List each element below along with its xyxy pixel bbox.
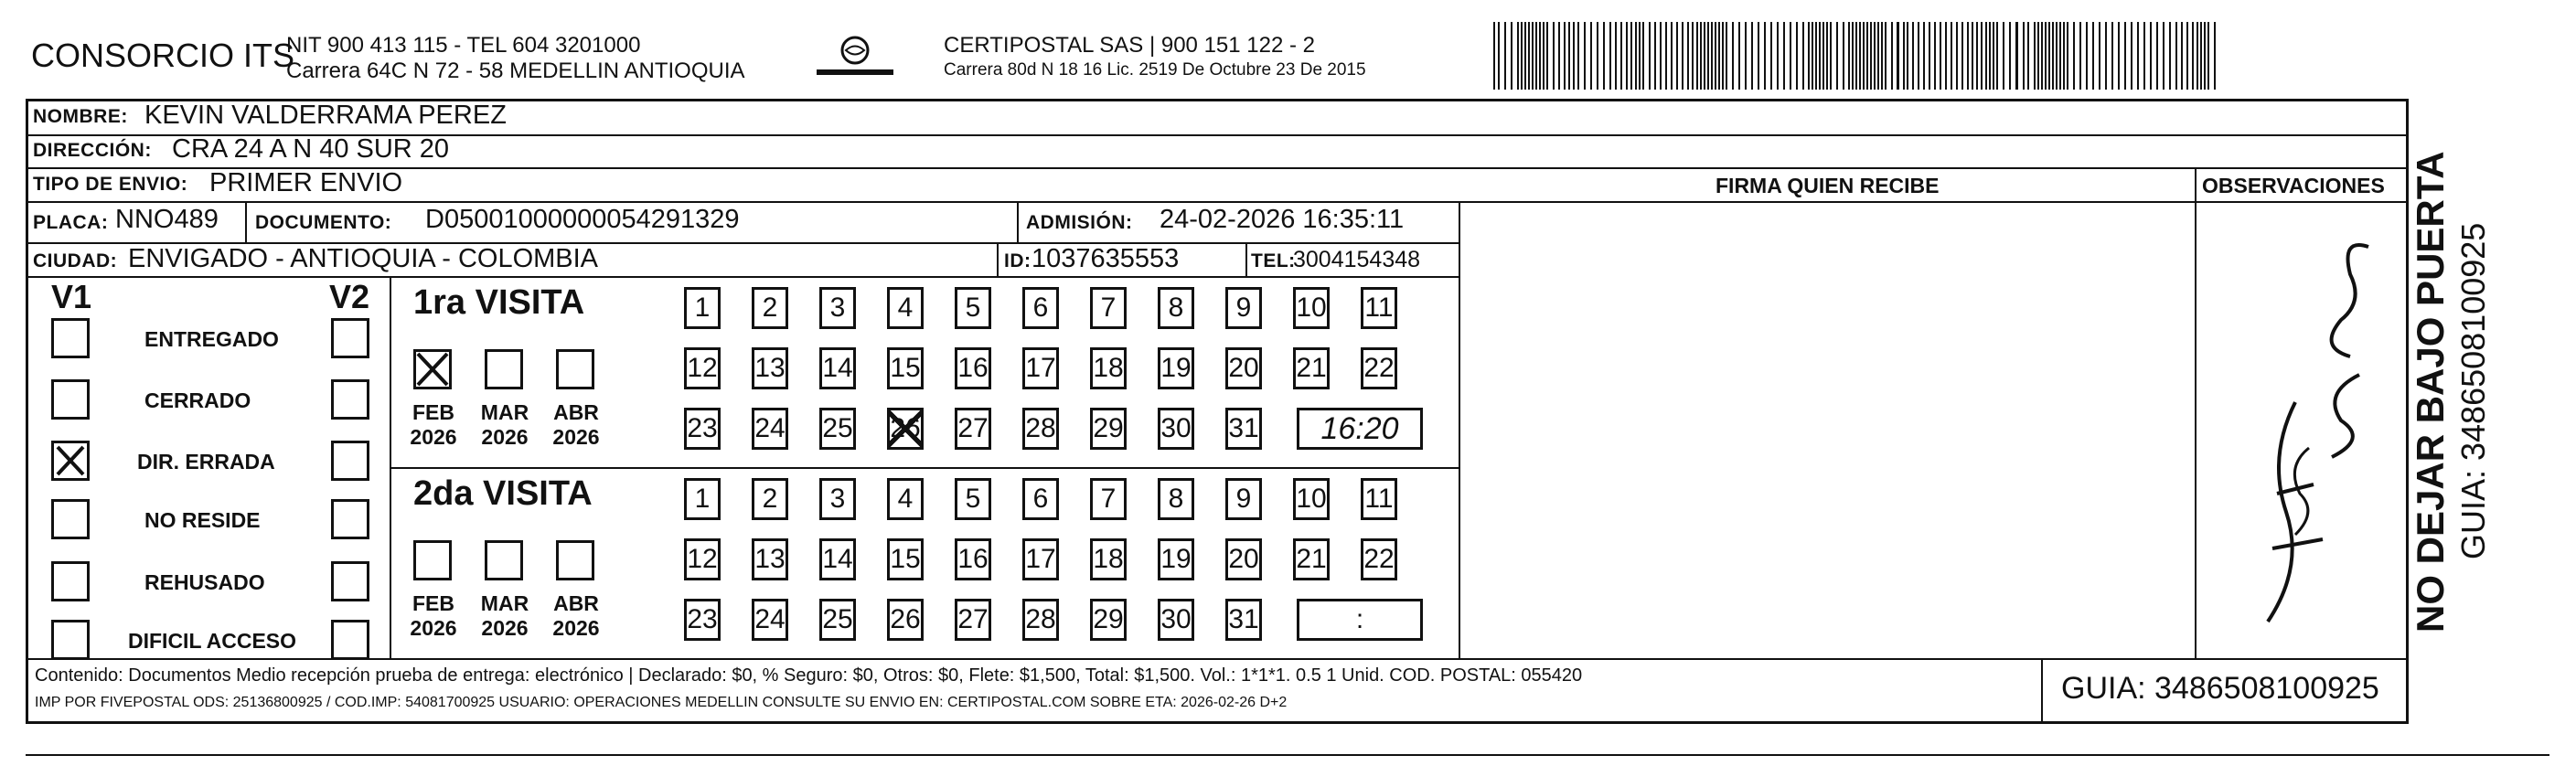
month-name: FEB (412, 400, 454, 424)
status-label: REHUSADO (144, 570, 265, 594)
barcode-bar (2181, 22, 2183, 90)
barcode-bar (1819, 22, 1821, 90)
barcode-bar (1758, 22, 1759, 90)
barcode-bar (1564, 22, 1566, 90)
documento-label: DOCUMENTO: (255, 212, 392, 233)
barcode-bar (1609, 22, 1611, 90)
company-name: CONSORCIO ITS (31, 37, 295, 74)
barcode-bar (1620, 22, 1622, 90)
barcode-bar (1543, 22, 1545, 90)
barcode (1493, 22, 2225, 90)
day-box[interactable]: 13 (752, 347, 788, 389)
day-box[interactable]: 21 (1293, 538, 1330, 580)
firma-label: FIRMA QUIEN RECIBE (1716, 174, 1940, 197)
month-label (477, 400, 532, 450)
status-label: NO RESIDE (144, 508, 261, 532)
barcode-bar (1907, 22, 1908, 90)
barcode-bar (1738, 22, 1740, 90)
company-nit: NIT 900 413 115 - TEL 604 3201000 (286, 33, 641, 58)
barcode-bar (2086, 22, 2088, 90)
month-year: 2026 (552, 425, 600, 449)
barcode-bar (1568, 22, 1570, 90)
barcode-bar (1660, 22, 1662, 90)
tel-label: TEL: (1251, 250, 1296, 271)
barcode-bar (1891, 22, 1893, 90)
recipient-signature (2231, 219, 2396, 658)
month-checkbox[interactable] (485, 540, 523, 580)
barcode-bar (1535, 22, 1537, 90)
barcode-bar (2037, 22, 2039, 90)
barcode-bar (1539, 22, 1541, 90)
day-box[interactable]: 7 (1090, 287, 1127, 329)
month-year: 2026 (552, 616, 600, 640)
day-box[interactable]: 16 (955, 538, 991, 580)
day-box[interactable]: 15 (887, 347, 924, 389)
month-name: MAR (480, 400, 529, 424)
barcode-bar (1830, 22, 1832, 90)
barcode-bar (2067, 22, 2068, 90)
barcode-bar (1852, 22, 1854, 90)
day-box[interactable]: 27 (955, 599, 991, 641)
day-box[interactable]: 26 (887, 599, 924, 641)
barcode-bar (1751, 22, 1753, 90)
barcode-bar (1881, 22, 1883, 90)
barcode-bar (1877, 22, 1879, 90)
barcode-bar (1590, 22, 1592, 90)
barcode-bar (1985, 22, 1987, 90)
v2-checkbox[interactable] (331, 620, 369, 660)
barcode-bar (1796, 22, 1798, 90)
month-year: 2026 (481, 425, 529, 449)
barcode-bar (1558, 22, 1560, 90)
barcode-bar (1642, 22, 1644, 90)
day-box[interactable]: 4 (887, 478, 924, 520)
barcode-bar (1923, 22, 1925, 90)
month-year: 2026 (481, 616, 529, 640)
day-box[interactable]: 1 (684, 287, 721, 329)
barcode-bar (1790, 22, 1791, 90)
day-box[interactable]: 11 (1361, 478, 1397, 520)
day-box[interactable]: 2 (752, 478, 788, 520)
day-box[interactable]: 25 (819, 408, 856, 450)
id-label: ID: (1004, 250, 1031, 271)
day-box[interactable]: 17 (1022, 347, 1059, 389)
barcode-bar (1687, 22, 1689, 90)
barcode-bar (1553, 22, 1555, 90)
tel-value: 3004154348 (1293, 247, 1421, 272)
day-box[interactable]: 3 (819, 478, 856, 520)
barcode-bar (2009, 22, 2011, 90)
day-box[interactable]: 22 (1361, 347, 1397, 389)
day-box[interactable]: 6 (1022, 287, 1059, 329)
v1-checkbox[interactable] (51, 379, 90, 420)
status-label: ENTREGADO (144, 327, 279, 351)
barcode-bar (1546, 22, 1548, 90)
day-box[interactable]: 18 (1090, 347, 1127, 389)
barcode-bar (1704, 22, 1705, 90)
footer-guia: GUIA: 3486508100925 (2061, 671, 2379, 706)
placa-value: NNO489 (115, 205, 219, 234)
day-box[interactable]: 9 (1225, 478, 1262, 520)
barcode-bar (2163, 22, 2164, 90)
day-box[interactable]: 16 (955, 347, 991, 389)
no-dejar-bajo-puerta: NO DEJAR BAJO PUERTA (2409, 151, 2452, 633)
barcode-bar (1870, 22, 1872, 90)
barcode-bar (1521, 22, 1523, 90)
barcode-bar (1918, 22, 1919, 90)
day-box[interactable]: 29 (1090, 599, 1127, 641)
barcode-bar (1722, 22, 1724, 90)
barcode-bar (2111, 22, 2113, 90)
barcode-bar (2124, 22, 2126, 90)
barcode-bar (1573, 22, 1575, 90)
v2-checkbox[interactable] (331, 499, 369, 539)
direccion-label: DIRECCIÓN: (33, 140, 152, 161)
barcode-bar (2045, 22, 2047, 90)
month-label (477, 591, 532, 641)
barcode-bar (2137, 22, 2139, 90)
company-address: Carrera 64C N 72 - 58 MEDELLIN ANTIOQUIA (286, 59, 745, 83)
barcode-bar (1764, 22, 1766, 90)
v2-checkbox[interactable] (331, 561, 369, 601)
barcode-bar (1718, 22, 1720, 90)
barcode-bar (2175, 22, 2177, 90)
day-box[interactable]: 19 (1158, 347, 1194, 389)
barcode-bar (1855, 22, 1857, 90)
barcode-bar (1912, 22, 1914, 90)
barcode-bar (1770, 22, 1772, 90)
barcode-bar (1981, 22, 1983, 90)
barcode-bar (1808, 22, 1810, 90)
day-box[interactable]: 25 (819, 599, 856, 641)
day-box[interactable]: 31 (1225, 599, 1262, 641)
barcode-bar (2131, 22, 2132, 90)
visit-title: 2da VISITA (413, 474, 593, 513)
barcode-bar (2023, 22, 2025, 90)
barcode-bar (1654, 22, 1656, 90)
barcode-bar (1848, 22, 1850, 90)
barcode-bar (2186, 22, 2188, 90)
visit-title: 1ra VISITA (413, 283, 585, 322)
month-checkbox[interactable] (413, 540, 452, 580)
observaciones-label: OBSERVACIONES (2202, 174, 2385, 197)
barcode-bar (1732, 22, 1734, 90)
day-box[interactable]: 9 (1225, 287, 1262, 329)
barcode-bar (1940, 22, 1941, 90)
barcode-bar (2169, 22, 2171, 90)
time-box[interactable]: : (1297, 599, 1423, 641)
day-box[interactable]: 28 (1022, 599, 1059, 641)
barcode-bar (2150, 22, 2152, 90)
barcode-bar (1676, 22, 1678, 90)
barcode-bar (1639, 22, 1641, 90)
barcode-bar (2105, 22, 2107, 90)
v1-label: V1 (51, 278, 92, 315)
barcode-bar (1812, 22, 1813, 90)
month-checkbox[interactable] (556, 349, 594, 389)
month-checkbox[interactable] (413, 349, 452, 389)
barcode-bar (1897, 22, 1899, 90)
barcode-bar (1584, 22, 1586, 90)
footer-contenido: Contenido: Documentos Medio recepción prueba de entrega: electrónico | Declarado: $0, % Seguro: $0, Otros: $0, Flete: $1,500, Total: $1,500. Vol.: 1*1*1. 0.5 1 Unid. COD. POSTAL: 055420 (35, 665, 1583, 686)
day-box[interactable]: 5 (955, 478, 991, 520)
barcode-bar (2092, 22, 2094, 90)
barcode-bar (2118, 22, 2120, 90)
day-box[interactable]: 29 (1090, 408, 1127, 450)
barcode-bar (1707, 22, 1709, 90)
ciudad-value: ENVIGADO - ANTIOQUIA - COLOMBIA (128, 244, 599, 273)
barcode-bar (1859, 22, 1861, 90)
barcode-bar (1626, 22, 1628, 90)
barcode-bar (1671, 22, 1673, 90)
license-info: Carrera 80d N 18 16 Lic. 2519 De Octubre 23 De 2015 (944, 60, 1366, 80)
status-label: CERRADO (144, 388, 251, 412)
barcode-bar (1777, 22, 1779, 90)
barcode-bar (1802, 22, 1804, 90)
day-box[interactable]: 18 (1090, 538, 1127, 580)
day-box[interactable]: 7 (1090, 478, 1127, 520)
barcode-bar (1934, 22, 1936, 90)
barcode-bar (2192, 22, 2194, 90)
day-box[interactable]: 22 (1361, 538, 1397, 580)
barcode-bar (1726, 22, 1727, 90)
day-box[interactable]: 30 (1158, 408, 1194, 450)
barcode-bar (1956, 22, 1958, 90)
barcode-bar (2052, 22, 2054, 90)
barcode-bar (1665, 22, 1667, 90)
day-box[interactable]: 2 (752, 287, 788, 329)
barcode-bar (1517, 22, 1519, 90)
v1-checkbox[interactable] (51, 318, 90, 358)
barcode-bar (2197, 22, 2198, 90)
barcode-bar (1836, 22, 1838, 90)
day-box[interactable]: 14 (819, 347, 856, 389)
barcode-bar (2048, 22, 2050, 90)
day-box[interactable]: 14 (819, 538, 856, 580)
barcode-bar (1826, 22, 1828, 90)
barcode-bar (1945, 22, 1947, 90)
day-box[interactable]: 1 (684, 478, 721, 520)
day-box[interactable]: 24 (752, 599, 788, 641)
barcode-bar (2063, 22, 2065, 90)
day-box[interactable]: 15 (887, 538, 924, 580)
barcode-bar (1711, 22, 1713, 90)
day-box[interactable]: 23 (684, 408, 721, 450)
barcode-bar (1866, 22, 1868, 90)
barcode-bar (1961, 22, 1963, 90)
day-box[interactable]: 26 (887, 408, 924, 450)
barcode-bar (1929, 22, 1930, 90)
month-label (406, 591, 461, 641)
day-box[interactable]: 20 (1225, 347, 1262, 389)
tipo-envio-label: TIPO DE ENVIO: (33, 174, 188, 195)
day-box[interactable]: 24 (752, 408, 788, 450)
barcode-bar (1863, 22, 1865, 90)
day-box[interactable]: 11 (1361, 287, 1397, 329)
barcode-bar (1682, 22, 1683, 90)
v2-checkbox[interactable] (331, 318, 369, 358)
barcode-bar (1696, 22, 1698, 90)
month-checkbox[interactable] (556, 540, 594, 580)
day-box[interactable]: 31 (1225, 408, 1262, 450)
ciudad-label: CIUDAD: (33, 250, 118, 271)
month-year: 2026 (410, 616, 457, 640)
day-box[interactable]: 21 (1293, 347, 1330, 389)
month-checkbox[interactable] (485, 349, 523, 389)
barcode-bar (1715, 22, 1716, 90)
day-box[interactable]: 12 (684, 538, 721, 580)
day-box[interactable]: 17 (1022, 538, 1059, 580)
barcode-bar (1903, 22, 1905, 90)
day-box[interactable]: 13 (752, 538, 788, 580)
month-label (406, 400, 461, 450)
barcode-bar (1524, 22, 1526, 90)
day-box[interactable]: 28 (1022, 408, 1059, 450)
barcode-bar (2027, 22, 2029, 90)
barcode-bar (1885, 22, 1887, 90)
barcode-bar (1603, 22, 1605, 90)
barcode-bar (2041, 22, 2043, 90)
barcode-bar (2059, 22, 2061, 90)
status-label: DIR. ERRADA (137, 450, 275, 473)
footer-imp: IMP POR FIVEPOSTAL ODS: 25136800925 / COD.IMP: 54081700925 USUARIO: OPERACIONES MEDELLIN CONSULTE SU ENVIO EN: CERTIPOSTAL.COM SOBRE ETA: 2026-02-26 D+2 (35, 695, 1288, 710)
barcode-bar (1597, 22, 1598, 90)
day-box[interactable]: 10 (1293, 287, 1330, 329)
month-name: MAR (480, 591, 529, 615)
v1-checkbox[interactable] (51, 620, 90, 660)
barcode-bar (1504, 22, 1506, 90)
barcode-bar (2156, 22, 2158, 90)
barcode-bar (1989, 22, 1991, 90)
day-box[interactable]: 6 (1022, 478, 1059, 520)
v2-label: V2 (329, 278, 370, 315)
day-box[interactable]: 8 (1158, 287, 1194, 329)
day-box[interactable]: 8 (1158, 478, 1194, 520)
v2-checkbox[interactable] (331, 441, 369, 481)
barcode-bar (2034, 22, 2036, 90)
day-box[interactable]: 3 (819, 287, 856, 329)
barcode-bar (1532, 22, 1534, 90)
barcode-bar (1996, 22, 1998, 90)
barcode-bar (1976, 22, 1978, 90)
barcode-bar (1843, 22, 1844, 90)
barcode-bar (2200, 22, 2202, 90)
nombre-value: KEVIN VALDERRAMA PEREZ (144, 101, 507, 130)
barcode-bar (1528, 22, 1530, 90)
barcode-bar (1972, 22, 1973, 90)
month-label (549, 591, 604, 641)
barcode-bar (2214, 22, 2216, 90)
barcode-bar (1874, 22, 1876, 90)
barcode-bar (1815, 22, 1817, 90)
direccion-value: CRA 24 A N 40 SUR 20 (172, 134, 450, 164)
admision-value: 24-02-2026 16:35:11 (1160, 205, 1405, 234)
barcode-bar (1993, 22, 1994, 90)
barcode-bar (2015, 22, 2018, 90)
barcode-bar (2204, 22, 2206, 90)
month-name: ABR (553, 400, 599, 424)
v2-checkbox[interactable] (331, 379, 369, 420)
id-value: 1037635553 (1031, 244, 1180, 273)
barcode-bar (1511, 22, 1512, 90)
barcode-bar (1649, 22, 1651, 90)
day-box[interactable]: 30 (1158, 599, 1194, 641)
day-box[interactable]: 5 (955, 287, 991, 329)
v1-checkbox[interactable] (51, 499, 90, 539)
barcode-bar (1630, 22, 1632, 90)
day-box[interactable]: 12 (684, 347, 721, 389)
barcode-bar (1498, 22, 1500, 90)
barcode-bar (1783, 22, 1785, 90)
barcode-bar (2003, 22, 2004, 90)
month-name: FEB (412, 591, 454, 615)
documento-value: D05001000000054291329 (425, 205, 740, 234)
time-box[interactable]: 16:20 (1297, 408, 1423, 450)
month-label (549, 400, 604, 450)
month-name: ABR (553, 591, 599, 615)
day-box[interactable]: 19 (1158, 538, 1194, 580)
day-box[interactable]: 4 (887, 287, 924, 329)
certipostal-logo (809, 35, 901, 82)
carrier-info: CERTIPOSTAL SAS | 900 151 122 - 2 (944, 33, 1315, 58)
barcode-bar (1700, 22, 1702, 90)
day-box[interactable]: 20 (1225, 538, 1262, 580)
barcode-bar (2079, 22, 2081, 90)
nombre-label: NOMBRE: (33, 106, 128, 127)
v1-checkbox[interactable] (51, 441, 90, 481)
barcode-bar (1493, 22, 1495, 90)
day-box[interactable]: 10 (1293, 478, 1330, 520)
tipo-envio-value: PRIMER ENVIO (209, 168, 403, 197)
barcode-bar (1822, 22, 1824, 90)
barcode-bar (1745, 22, 1747, 90)
barcode-bar (1951, 22, 1952, 90)
barcode-bar (1967, 22, 1969, 90)
barcode-bar (1577, 22, 1579, 90)
barcode-bar (2073, 22, 2075, 90)
barcode-bar (2143, 22, 2145, 90)
side-guia: GUIA: 3486508100925 (2454, 222, 2492, 559)
barcode-bar (1615, 22, 1617, 90)
barcode-bar (2207, 22, 2209, 90)
month-year: 2026 (410, 425, 457, 449)
barcode-bar (2099, 22, 2100, 90)
placa-label: PLACA: (33, 212, 109, 233)
barcode-bar (2056, 22, 2058, 90)
barcode-bar (1692, 22, 1694, 90)
status-label: DIFICIL ACCESO (128, 629, 297, 653)
day-box[interactable]: 23 (684, 599, 721, 641)
day-box[interactable]: 27 (955, 408, 991, 450)
admision-label: ADMISIÓN: (1026, 212, 1133, 233)
v1-checkbox[interactable] (51, 561, 90, 601)
barcode-bar (1635, 22, 1637, 90)
